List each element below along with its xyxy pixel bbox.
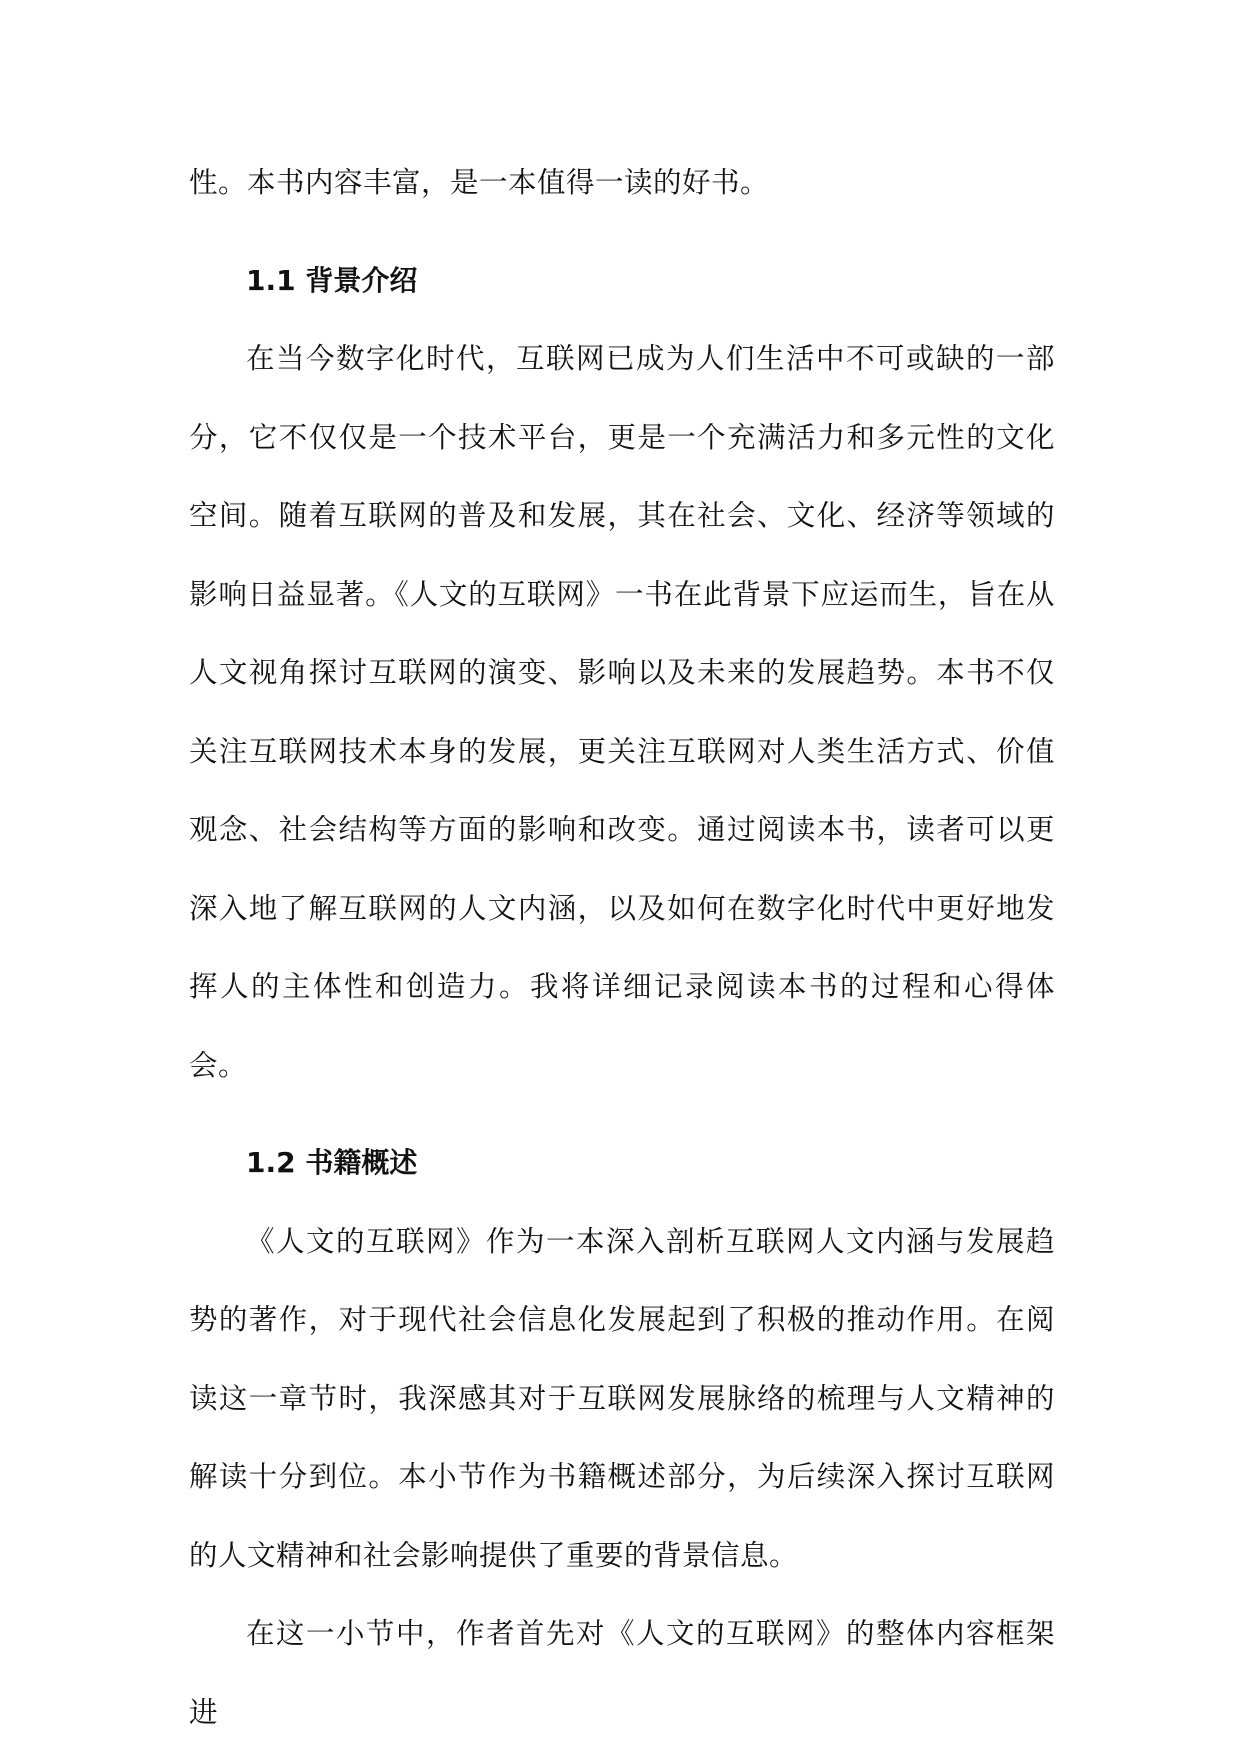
document-body — [189, 144, 1055, 1752]
section-heading-book-overview: 1.2 书籍概述 — [246, 1146, 418, 1179]
section-heading-background: 1.1 背景介绍 — [246, 263, 418, 297]
section-spacer — [189, 223, 1055, 242]
book-overview-paragraph: 《人文的互联网》作为一本深入剖析互联网人文内涵与发展趋势的著作，对于现代社会信息化发展起到了积极的推动作用。在阅读这一章节时，我深感其对于互联网发展脉络的梳理与人文精神的解读十分到位。本小节作为书籍概述部分，为后续深入探讨互联网的人文精神和社会影响提供了重要的背景信息。 — [189, 1224, 1055, 1572]
section-spacer — [189, 1105, 1055, 1124]
framework-paragraph: 在这一小节中，作者首先对《人文的互联网》的整体内容框架进 — [189, 1617, 1055, 1729]
continued-paragraph: 性。本书内容丰富，是一本值得一读的好书。 — [189, 166, 770, 199]
background-paragraph: 在当今数字化时代，互联网已成为人们生活中不可或缺的一部分，它不仅仅是一个技术平台，更是一个充满活力和多元性的文化空间。随着互联网的普及和发展，其在社会、文化、经济等领域的影响日益显著。《人文的互联网》一书在此背景下应运而生，旨在从人文视角探讨互联网的演变、影响以及未来的发展趋势。本书不仅关注互联网技术本身的发展，更关注互联网对人类生活方式、价值观念、社会结构等方面的影响和改变。通过阅读本书，读者可以更深入地了解互联网的人文内涵，以及如何在数字化时代中更好地发挥人的主体性和创造力。我将详细记录阅读本书的过程和心得体会。 — [189, 342, 1055, 1082]
